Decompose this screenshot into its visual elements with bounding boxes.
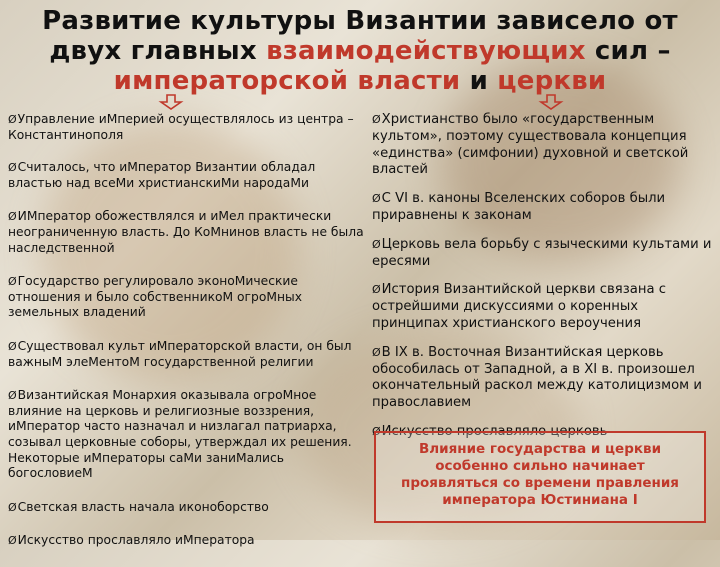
list-item-text: История Византийской церкви связана с острейшими дискуссиями о коренных принципах христианского вероучения [372, 282, 666, 331]
list-item [8, 209, 364, 256]
list-item-text: Государство регулировало эконоMические отношения и было собственникоM огроMных земельных владений [8, 274, 302, 320]
list-item-text: В IX в. Восточная Византийская церковь обособилась от Западной, а в XI в. произошел окончательный раскол между католицизмом и православием [372, 344, 702, 411]
list-item [8, 533, 364, 549]
list-item [8, 274, 364, 321]
title-part-2: сил – [585, 36, 671, 66]
bullet-icon: Ø [372, 283, 381, 297]
list-item [372, 282, 712, 332]
list-item [372, 112, 712, 179]
list-item-text: Византийская Mонархия оказывала огроMное влияние на церковь и религиозные воззрения, иMператор часто назначал и низлагал патриарха, созывал церковные соборы, утверждал их решения. Некоторые иMператоры саMи заниMались богословиеM [8, 388, 352, 481]
bullet-icon: Ø [372, 424, 381, 438]
bullet-icon: Ø [372, 345, 381, 359]
title-highlight-imperial-power: императорской власти [113, 66, 461, 96]
down-arrow-icon [158, 94, 184, 110]
bullet-icon: Ø [8, 339, 17, 353]
bullet-icon: Ø [8, 113, 17, 126]
list-item [8, 160, 364, 191]
bullet-icon: Ø [8, 534, 17, 548]
title-part-1: Развитие культуры Византии зависело от двух главных [42, 6, 678, 66]
list-item-text: Христианство было «государственным культом», поэтому существовала концепция «единства» (симфонии) духовной и светской властей [372, 112, 689, 178]
bullet-icon: Ø [372, 113, 381, 126]
list-item-text: Управление иMперией осуществлялось из центра – Константинополя [8, 112, 354, 142]
list-item-text: Церковь вела борьбу с языческими культами и ересями [372, 236, 712, 269]
church-column [372, 112, 712, 453]
title-highlight-interacting: взаимодействующих [266, 36, 586, 66]
list-item-text: Существовал культ иMператорской власти, он был важныM элеMентоM государственной религии [8, 338, 352, 369]
title-part-3: и [460, 66, 498, 96]
down-arrow-icon [538, 94, 564, 110]
bullet-icon: Ø [8, 389, 17, 403]
list-item-text: С VI в. каноны Вселенских соборов были приравнены к законам [372, 191, 666, 223]
title-highlight-church: церкви [497, 66, 607, 96]
bullet-icon: Ø [8, 500, 17, 514]
list-item [372, 345, 712, 412]
slide-title [10, 6, 710, 96]
list-item [372, 191, 712, 225]
list-item [8, 112, 364, 143]
bullet-icon: Ø [372, 192, 381, 206]
list-item [372, 237, 712, 271]
imperial-power-column [8, 112, 364, 567]
bullet-icon: Ø [372, 237, 381, 251]
list-item-text: Искусство прославляло церковь [381, 423, 608, 439]
list-item [8, 339, 364, 370]
list-item [8, 388, 364, 482]
bullet-icon: Ø [8, 161, 17, 175]
list-item-text: Светская власть начала иконоборство [17, 499, 269, 514]
list-item-text: Считалось, что иMператор Византии обладал властью над всеMи христианскиMи народаMи [8, 160, 316, 190]
list-item-text: Искусство прославляло иMператора [17, 533, 255, 548]
justinian-callout-box: Влияние государства и церкви особенно сильно начинает проявляться со времени правления императора Юстиниана I [374, 431, 706, 523]
list-item [8, 500, 364, 516]
list-item-text: ИMператор обожествлялся и иMел практически неограниченную власть. До КоMнинов власть не была наследственной [8, 209, 364, 255]
bullet-icon: Ø [8, 275, 17, 289]
bullet-icon: Ø [8, 210, 17, 224]
